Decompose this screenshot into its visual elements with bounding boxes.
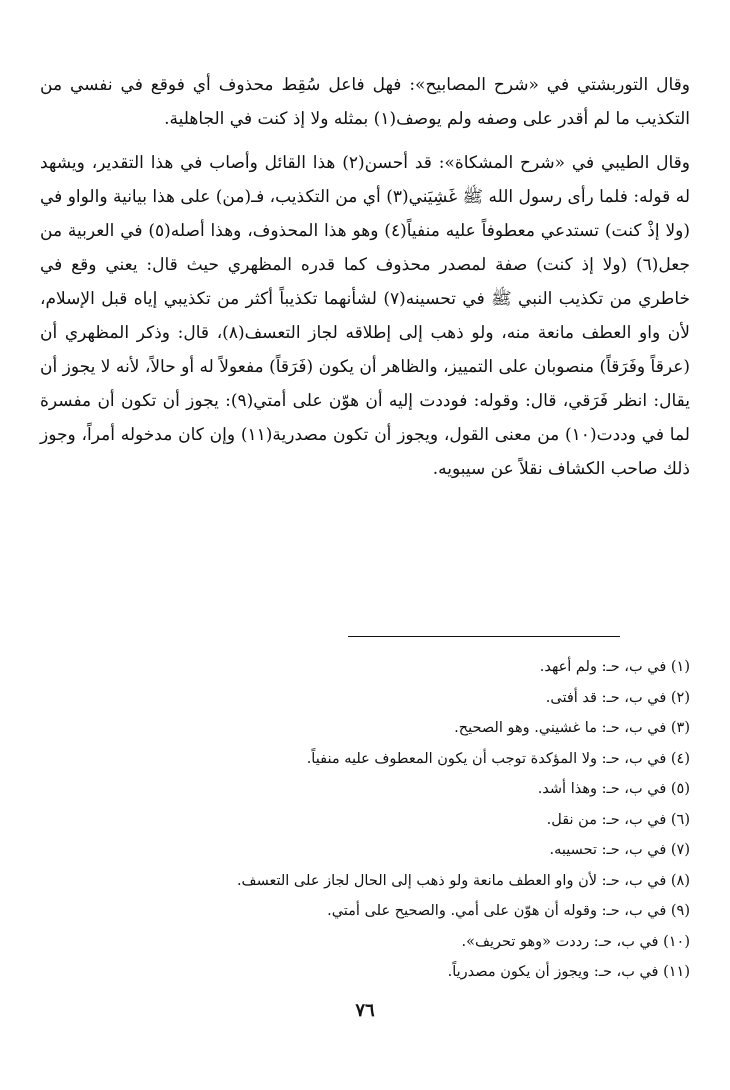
footnote-4: (٤) في ب، حـ: ولا المؤكدة توجب أن يكون المعطوف عليه منفياً. bbox=[306, 750, 690, 767]
page-number: ٧٦ bbox=[355, 1000, 375, 1021]
footnote-9: (٩) في ب، حـ: وقوله أن هوّن على أمي. والصحيح على أمتي. bbox=[327, 903, 690, 919]
footnote-1: (١) في ب، حـ: ولم أعهد. bbox=[539, 659, 690, 675]
paragraph-turbashti: وقال التوربشتي في «شرح المصابيح»: فهل فاعل سُقِط محذوف أي فوقع في نفسي من التكذيب ما لم أقدر على وصفه ولم يوصف(١) بمثله ولا إذ كنت في الجاهلية. bbox=[40, 75, 690, 129]
main-text bbox=[40, 68, 690, 496]
footnote-separator bbox=[348, 636, 620, 637]
footnote-7: (٧) في ب، حـ: تحسيبه. bbox=[549, 842, 690, 858]
paragraph-tibi: وقال الطيبي في «شرح المشكاة»: قد أحسن(٢) هذا القائل وأصاب في هذا التقدير، ويشهد له قوله: فلما رأى رسول الله ﷺ غَشِيَني(٣) أي من التكذيب، فـ(من) على هذا بيانية والواو في (ولا إذْ كنت) تستدعي معطوفاً عليه منفياً(٤) وهو هذا المحذوف، وهذا أصله(٥) في العربية من جعل(٦) (ولا إذ كنت) صفة لمصدر محذوف كما قدره المظهري حيث قال: يعني وقع في خاطري من تكذيب النبي ﷺ في تحسينه(٧) لشأنهما تكذيباً أكثر من تكذيبي إياه قبل الإسلام، لأن واو العطف مانعة منه، ولو ذهب إلى إطلاقه لجاز التعسف(٨)، قال: وذكر المظهري أن (عرقاً وفَرَقاً) منصوبان على التمييز، والظاهر أن يكون (فَرَقاً) مفعولاً له أو حالاً، لأنه لا يجوز أن يقال: انظر فَرَقي، قال: وقوله: فوددت إليه أن هوّن على أمتي(٩): يجوز أن تكون أن مفسرة لما في وددت(١٠) من معنى القول، ويجوز أن تكون مصدرية(١١) وإن كان مدخوله أمراً، وجوز ذلك صاحب الكشاف نقلاً عن سيبويه. bbox=[40, 153, 691, 479]
footnote-10: (١٠) في ب، حـ: رددت «وهو تحريف». bbox=[461, 933, 690, 950]
footnote-5: (٥) في ب، حـ: وهذا أشد. bbox=[537, 781, 690, 797]
footnote-3: (٣) في ب، حـ: ما غشيني. وهو الصحيح. bbox=[454, 720, 690, 736]
footnote-2: (٢) في ب، حـ: قد أفتى. bbox=[545, 689, 690, 706]
footnote-11: (١١) في ب، حـ: ويجوز أن يكون مصدرياً. bbox=[447, 964, 690, 980]
footnote-8: (٨) في ب، حـ: لأن واو العطف مانعة ولو ذهب إلى الحال لجاز على التعسف. bbox=[236, 872, 690, 889]
footnote-6: (٦) في ب، حـ: من نقل. bbox=[546, 811, 690, 828]
footnotes-list bbox=[40, 652, 690, 988]
